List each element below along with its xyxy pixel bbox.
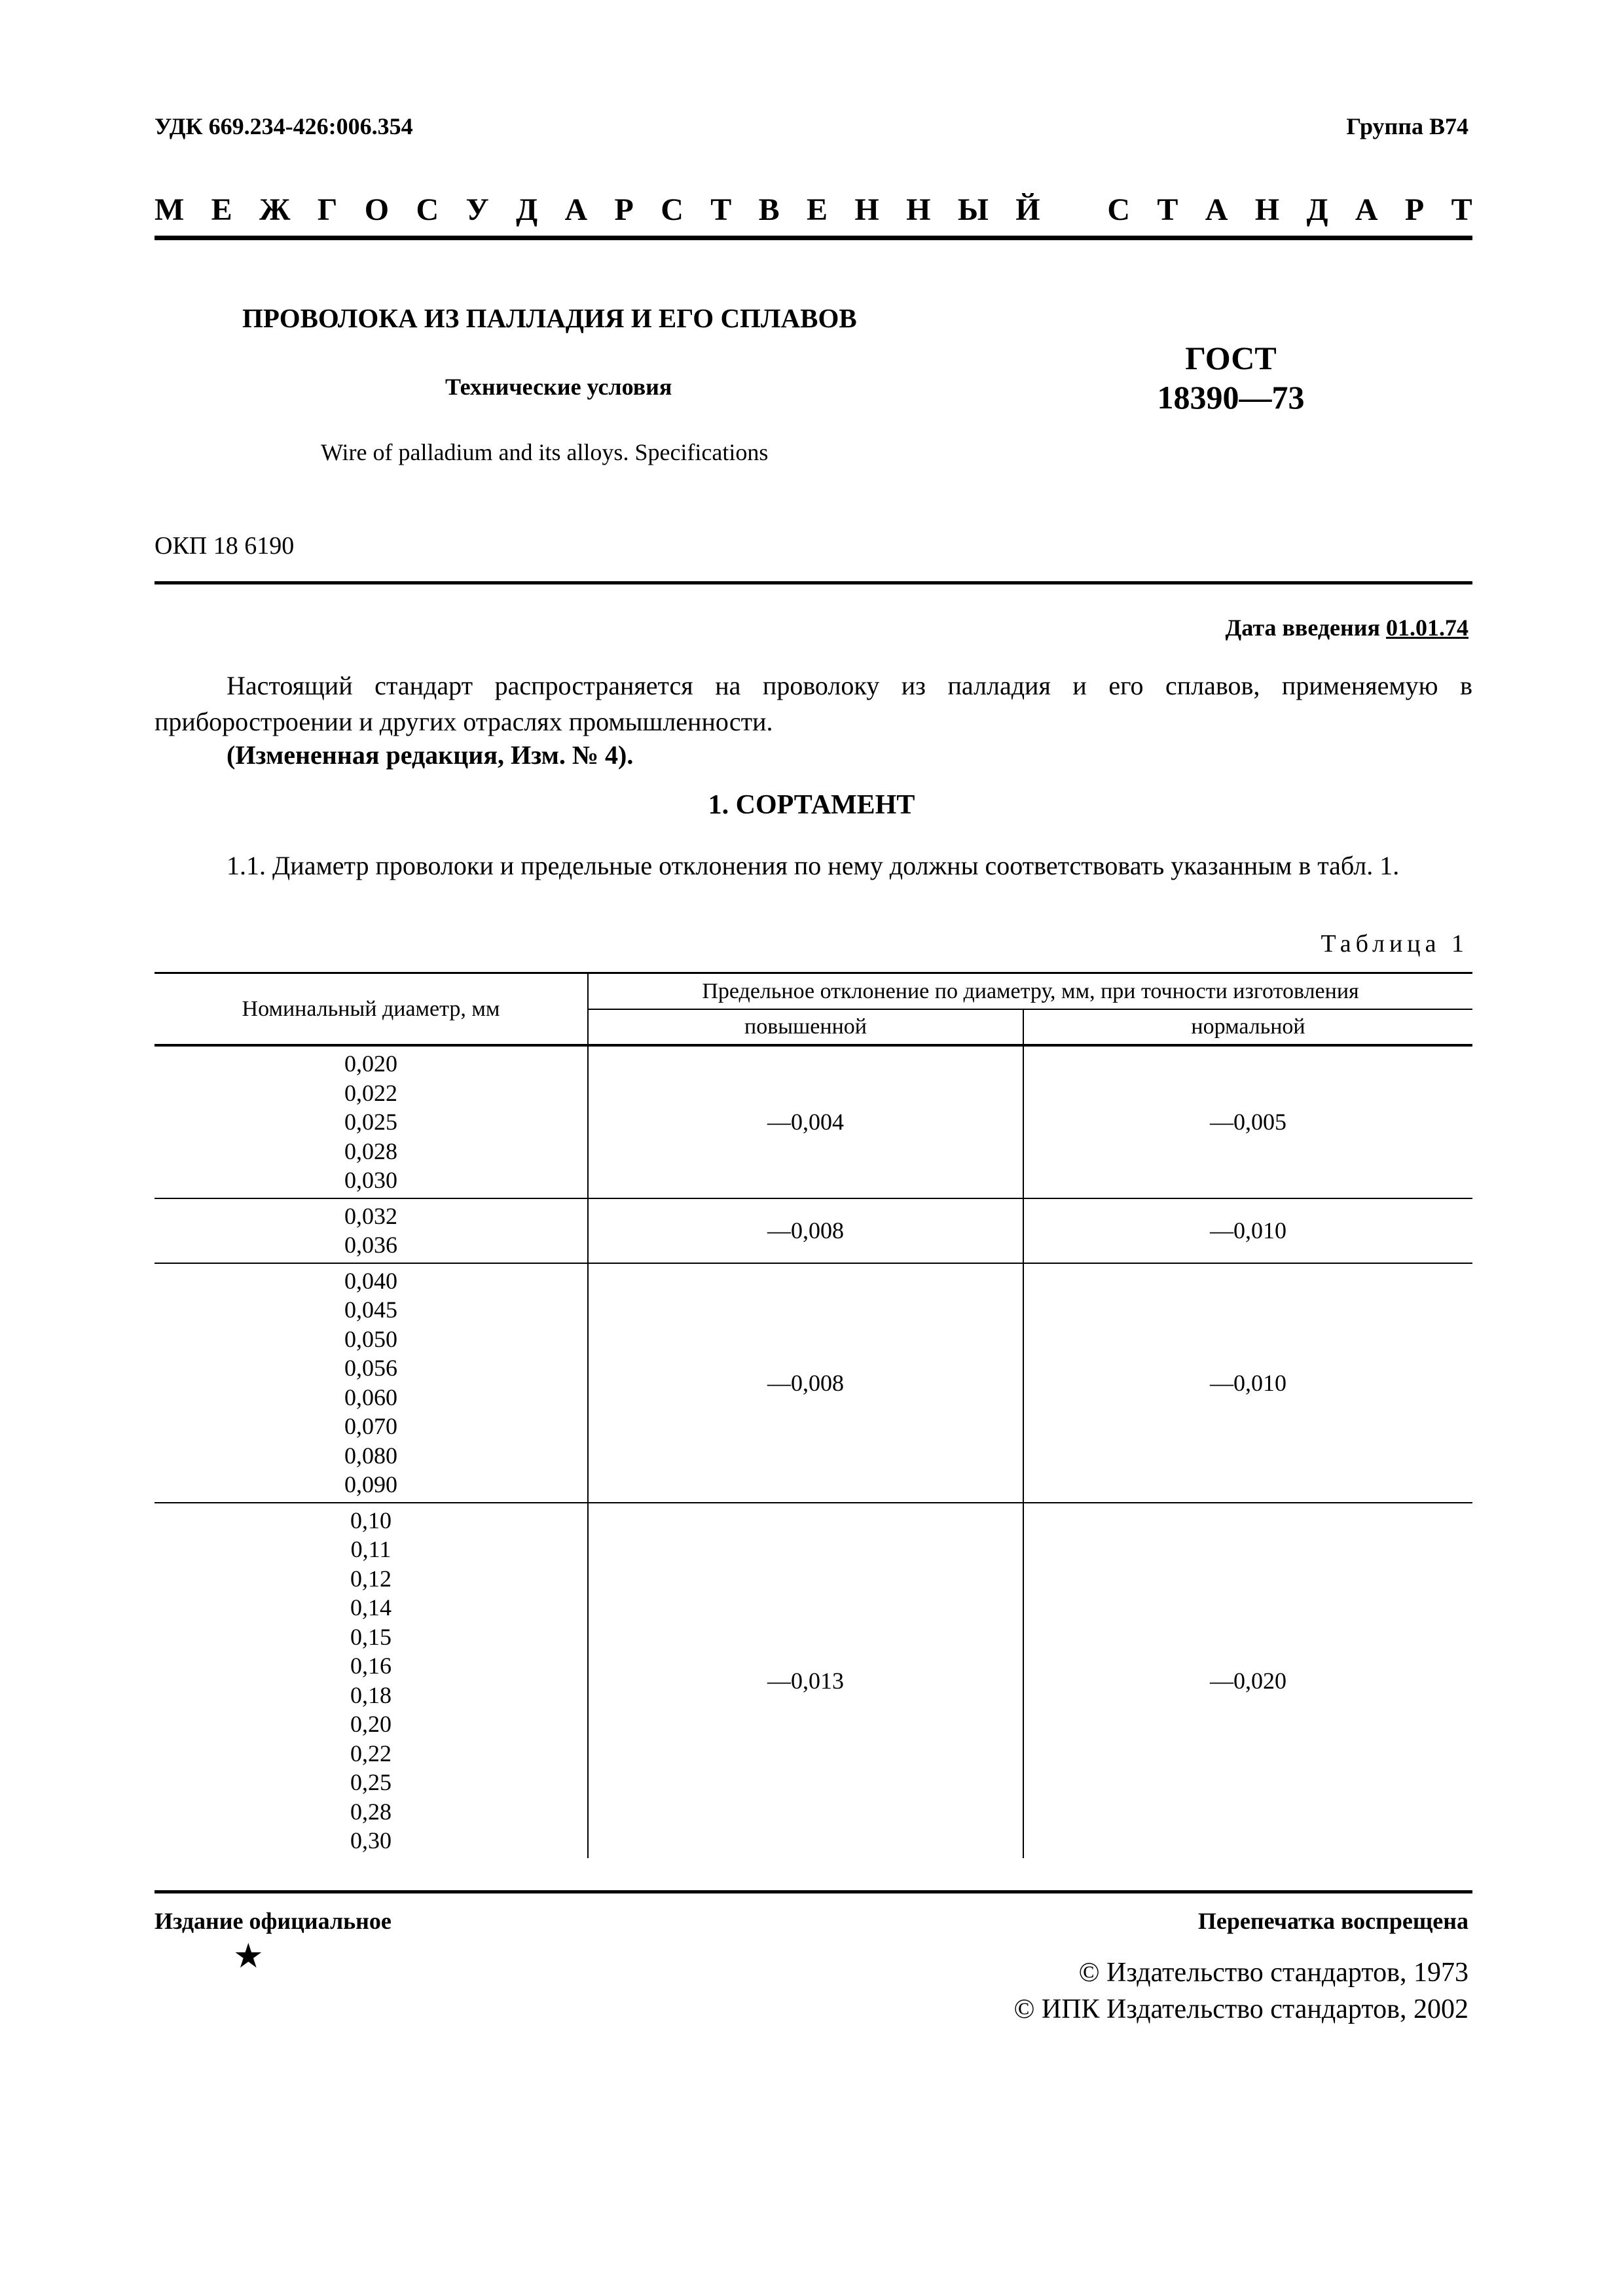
diameter-value: 0,18 [350, 1681, 392, 1708]
normal-precision-deviation: —0,010 [1023, 1198, 1472, 1263]
banner-letter: Т [1157, 192, 1178, 227]
diameter-value: 0,032 [344, 1202, 397, 1229]
table-row [155, 1046, 1472, 1198]
banner-letter: С [416, 192, 439, 227]
diameter-value: 0,30 [350, 1827, 392, 1854]
okp-code: ОКП 18 6190 [155, 532, 295, 560]
table-row [155, 1503, 1472, 1858]
table-label: Таблица 1 [1321, 930, 1468, 958]
copyright-2002: © ИПК Издательство стандартов, 2002 [1013, 1994, 1468, 2024]
header-deviation: Предельное отклонение по диаметру, мм, при точности изготовления [588, 973, 1472, 1010]
diameter-value: 0,056 [344, 1355, 397, 1381]
reprint-prohibited: Перепечатка воспрещена [1197, 1908, 1468, 1934]
diameter-value: 0,020 [344, 1050, 397, 1077]
diameter-value: 0,028 [344, 1138, 397, 1164]
diameter-value: 0,22 [350, 1740, 392, 1767]
diameter-value: 0,14 [350, 1594, 392, 1621]
banner-letter: А [564, 192, 588, 227]
table-row [155, 1263, 1472, 1503]
diameter-value: 0,15 [350, 1623, 392, 1650]
header-nominal-diameter: Номинальный диаметр, мм [155, 973, 588, 1045]
diameter-value: 0,10 [350, 1507, 392, 1534]
diameter-table [155, 972, 1472, 1858]
diameter-value: 0,022 [344, 1079, 397, 1106]
middle-rule [155, 581, 1472, 584]
diameter-value: 0,25 [350, 1769, 392, 1795]
banner-letter: А [1355, 192, 1378, 227]
introduction-date [1226, 614, 1469, 641]
banner-letter: Й [1015, 192, 1040, 227]
banner-letter: Г [317, 192, 338, 227]
banner-letter: Т [1451, 192, 1472, 227]
diameter-value: 0,080 [344, 1442, 397, 1469]
banner-letter: С [661, 192, 684, 227]
normal-precision-deviation: —0,010 [1023, 1263, 1472, 1503]
udk-code: УДК 669.234-426:006.354 [155, 113, 413, 139]
diameter-value: 0,20 [350, 1711, 392, 1737]
gost-label: ГОСТ [1185, 340, 1277, 376]
bottom-rule [155, 1890, 1472, 1893]
diameter-value: 0,036 [344, 1232, 397, 1258]
intro-date-value: 01.01.74 [1386, 615, 1468, 641]
diameter-value: 0,16 [350, 1653, 392, 1679]
banner-letter: У [465, 192, 489, 227]
diameter-value: 0,025 [344, 1109, 397, 1135]
diameter-cell [155, 1503, 588, 1858]
high-precision-deviation: —0,013 [588, 1503, 1023, 1858]
document-title: ПРОВОЛОКА ИЗ ПАЛЛАДИЯ И ЕГО СПЛАВОВ [242, 303, 857, 333]
banner-letter: Р [614, 192, 634, 227]
banner-letter: Н [854, 192, 879, 227]
banner-letter: Н [906, 192, 931, 227]
top-rule [155, 236, 1472, 240]
table-body [155, 1046, 1472, 1858]
banner-letter: А [1205, 192, 1228, 227]
copyright-1973: © Издательство стандартов, 1973 [1078, 1958, 1468, 1988]
banner-letter: Р [1404, 192, 1425, 227]
high-precision-deviation: —0,008 [588, 1198, 1023, 1263]
banner-letter: С [1107, 192, 1131, 227]
section-heading: 1. СОРТАМЕНТ [708, 790, 915, 820]
table-row [155, 1198, 1472, 1263]
banner-letter: В [758, 192, 780, 227]
normal-precision-deviation: —0,020 [1210, 1667, 1286, 1694]
banner-letter: Т [710, 192, 732, 227]
diameter-value: 0,050 [344, 1325, 397, 1352]
document-subtitle: Технические условия [445, 374, 672, 400]
diameter-value: 0,12 [350, 1565, 392, 1592]
diameter-value: 0,090 [344, 1471, 397, 1498]
diameter-cell [155, 1198, 588, 1263]
diameter-cell [155, 1263, 588, 1503]
diameter-cell [155, 1046, 588, 1198]
banner-letter: Ж [259, 192, 291, 227]
banner-letter: Е [807, 192, 828, 227]
diameter-value: 0,28 [350, 1798, 392, 1825]
amendment-note: (Измененная редакция, Изм. № 4). [227, 740, 634, 770]
normal-precision-deviation: —0,005 [1023, 1046, 1472, 1198]
banner-letter: М [155, 192, 185, 227]
scope-paragraph: Настоящий стандарт распространяется на проволоку из палладия и его сплавов, применяемую в приборостроении и других отраслях промышленности. [155, 671, 1472, 736]
english-title: Wire of palladium and its alloys. Specifications [321, 439, 769, 465]
star-icon: ★ [233, 1938, 264, 1975]
banner-letter: Н [1254, 192, 1280, 227]
banner-letter: О [364, 192, 390, 227]
official-edition: Издание официальное [155, 1908, 392, 1934]
gost-designation [1133, 338, 1329, 417]
banner-letter: Д [1306, 192, 1328, 227]
diameter-value: 0,070 [344, 1413, 397, 1439]
diameter-value: 0,030 [344, 1167, 397, 1193]
banner-letter: Е [211, 192, 232, 227]
diameter-value: 0,040 [344, 1267, 397, 1294]
interstate-standard-banner [155, 190, 1472, 229]
high-precision-deviation: —0,008 [588, 1263, 1023, 1503]
diameter-value: 0,060 [344, 1384, 397, 1410]
intro-date-label: Дата введения [1225, 615, 1380, 641]
header-high-precision: повышенной [588, 1009, 1023, 1045]
gost-number: 18390—73 [1157, 379, 1305, 416]
banner-letter: Ы [957, 192, 989, 227]
high-precision-deviation: —0,004 [588, 1046, 1023, 1198]
diameter-value: 0,11 [350, 1536, 392, 1562]
clause-1-1: 1.1. Диаметр проволоки и предельные отклонения по нему должны соответствовать указанным в табл. 1. [227, 851, 1400, 880]
header-normal-precision: нормальной [1191, 1014, 1305, 1039]
group-code: Группа В74 [1346, 113, 1468, 139]
diameter-value: 0,045 [344, 1297, 397, 1323]
banner-letter: Д [516, 192, 538, 227]
